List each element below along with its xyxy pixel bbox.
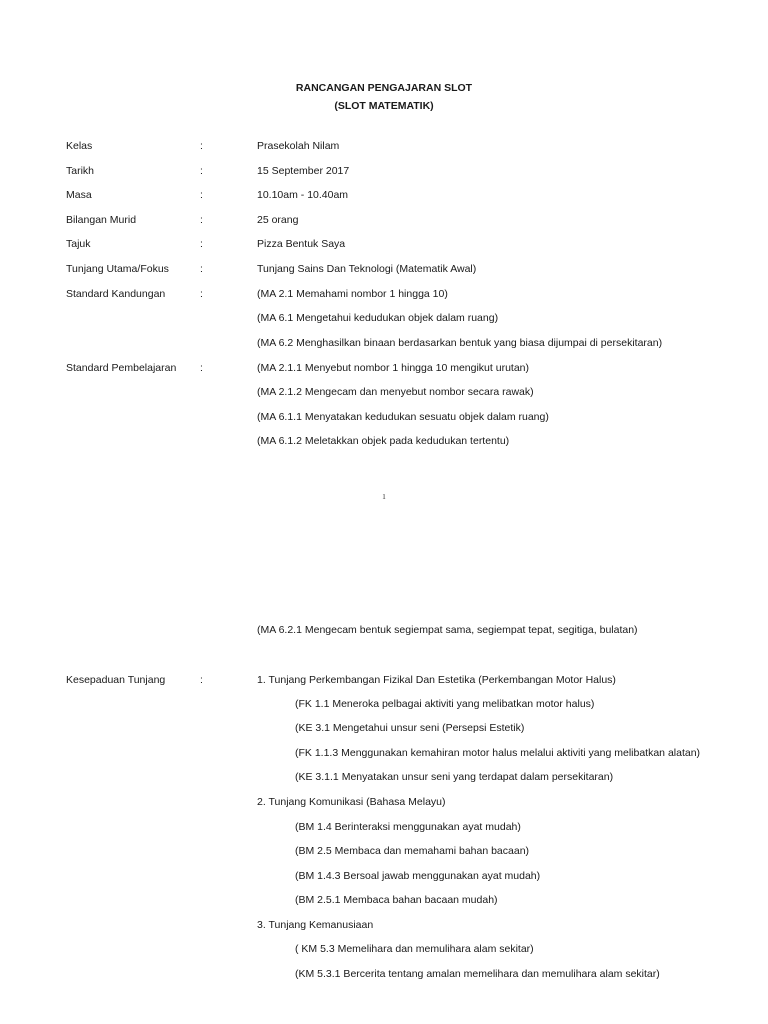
tunjang-heading: 2. Tunjang Komunikasi (Bahasa Melayu)	[257, 796, 446, 808]
tunjang-item: (KM 5.3.1 Bercerita tentang amalan memelihara dan memulihara alam sekitar)	[295, 968, 660, 980]
row-label: Masa	[66, 189, 92, 201]
row-label: Tunjang Utama/Fokus	[66, 263, 169, 275]
tunjang-heading: 3. Tunjang Kemanusiaan	[257, 919, 374, 931]
standard-item: (MA 6.1.1 Menyatakan kedudukan sesuatu objek dalam ruang)	[257, 411, 549, 423]
section-label: Standard Pembelajaran	[66, 362, 177, 374]
tunjang-item: (KE 3.1 Mengetahui unsur seni (Persepsi Estetik)	[295, 722, 525, 734]
row-value: 25 orang	[257, 214, 299, 226]
tunjang-item: (BM 2.5.1 Membaca bahan bacaan mudah)	[295, 894, 498, 906]
section-colon: :	[200, 674, 203, 686]
row-label: Tajuk	[66, 238, 91, 250]
row-label: Tarikh	[66, 165, 95, 177]
row-colon: :	[200, 238, 203, 250]
standard-item: (MA 6.1 Mengetahui kedudukan objek dalam ruang)	[257, 312, 499, 324]
row-value: Pizza Bentuk Saya	[257, 238, 346, 250]
tunjang-item: (FK 1.1 Meneroka pelbagai aktiviti yang melibatkan motor halus)	[295, 698, 595, 710]
standard-item: (MA 2.1.1 Menyebut nombor 1 hingga 10 mengikut urutan)	[257, 362, 529, 374]
document-subtitle: (SLOT MATEMATIK)	[334, 100, 434, 112]
section-colon: :	[200, 362, 203, 374]
row-value: Prasekolah Nilam	[257, 140, 340, 152]
tunjang-item: ( KM 5.3 Memelihara dan memulihara alam sekitar)	[295, 943, 534, 955]
tunjang-item: (BM 1.4 Berinteraksi menggunakan ayat mudah)	[295, 821, 521, 833]
section-label: Standard Kandungan	[66, 288, 166, 300]
row-colon: :	[200, 214, 203, 226]
row-value: 10.10am - 10.40am	[257, 189, 349, 201]
standard-item: (MA 6.2 Menghasilkan binaan berdasarkan bentuk yang biasa dijumpai di persekitaran)	[257, 337, 663, 349]
tunjang-item: (KE 3.1.1 Menyatakan unsur seni yang terdapat dalam persekitaran)	[295, 771, 614, 783]
section-colon: :	[200, 288, 203, 300]
row-colon: :	[200, 189, 203, 201]
tunjang-item: (FK 1.1.3 Menggunakan kemahiran motor halus melalui aktiviti yang melibatkan alatan)	[295, 747, 701, 759]
standard-item: (MA 2.1 Memahami nombor 1 hingga 10)	[257, 288, 448, 300]
row-colon: :	[200, 140, 203, 152]
row-value: Tunjang Sains Dan Teknologi (Matematik Awal)	[257, 263, 477, 275]
row-colon: :	[200, 263, 203, 275]
standard-item: (MA 6.1.2 Meletakkan objek pada kedudukan tertentu)	[257, 435, 510, 447]
row-value: 15 September 2017	[257, 165, 350, 177]
tunjang-item: (BM 2.5 Membaca dan memahami bahan bacaan)	[295, 845, 530, 857]
page-number: 1	[382, 493, 386, 501]
standard-item-continued: (MA 6.2.1 Mengecam bentuk segiempat sama, segiempat tepat, segitiga, bulatan)	[257, 624, 638, 636]
tunjang-heading: 1. Tunjang Perkembangan Fizikal Dan Estetika (Perkembangan Motor Halus)	[257, 674, 616, 686]
tunjang-item: (BM 1.4.3 Bersoal jawab menggunakan ayat mudah)	[295, 870, 541, 882]
row-label: Kelas	[66, 140, 93, 152]
document-title: RANCANGAN PENGAJARAN SLOT	[295, 82, 473, 94]
row-colon: :	[200, 165, 203, 177]
row-label: Bilangan Murid	[66, 214, 137, 226]
section-label: Kesepaduan Tunjang	[66, 674, 166, 686]
standard-item: (MA 2.1.2 Mengecam dan menyebut nombor secara rawak)	[257, 386, 534, 398]
